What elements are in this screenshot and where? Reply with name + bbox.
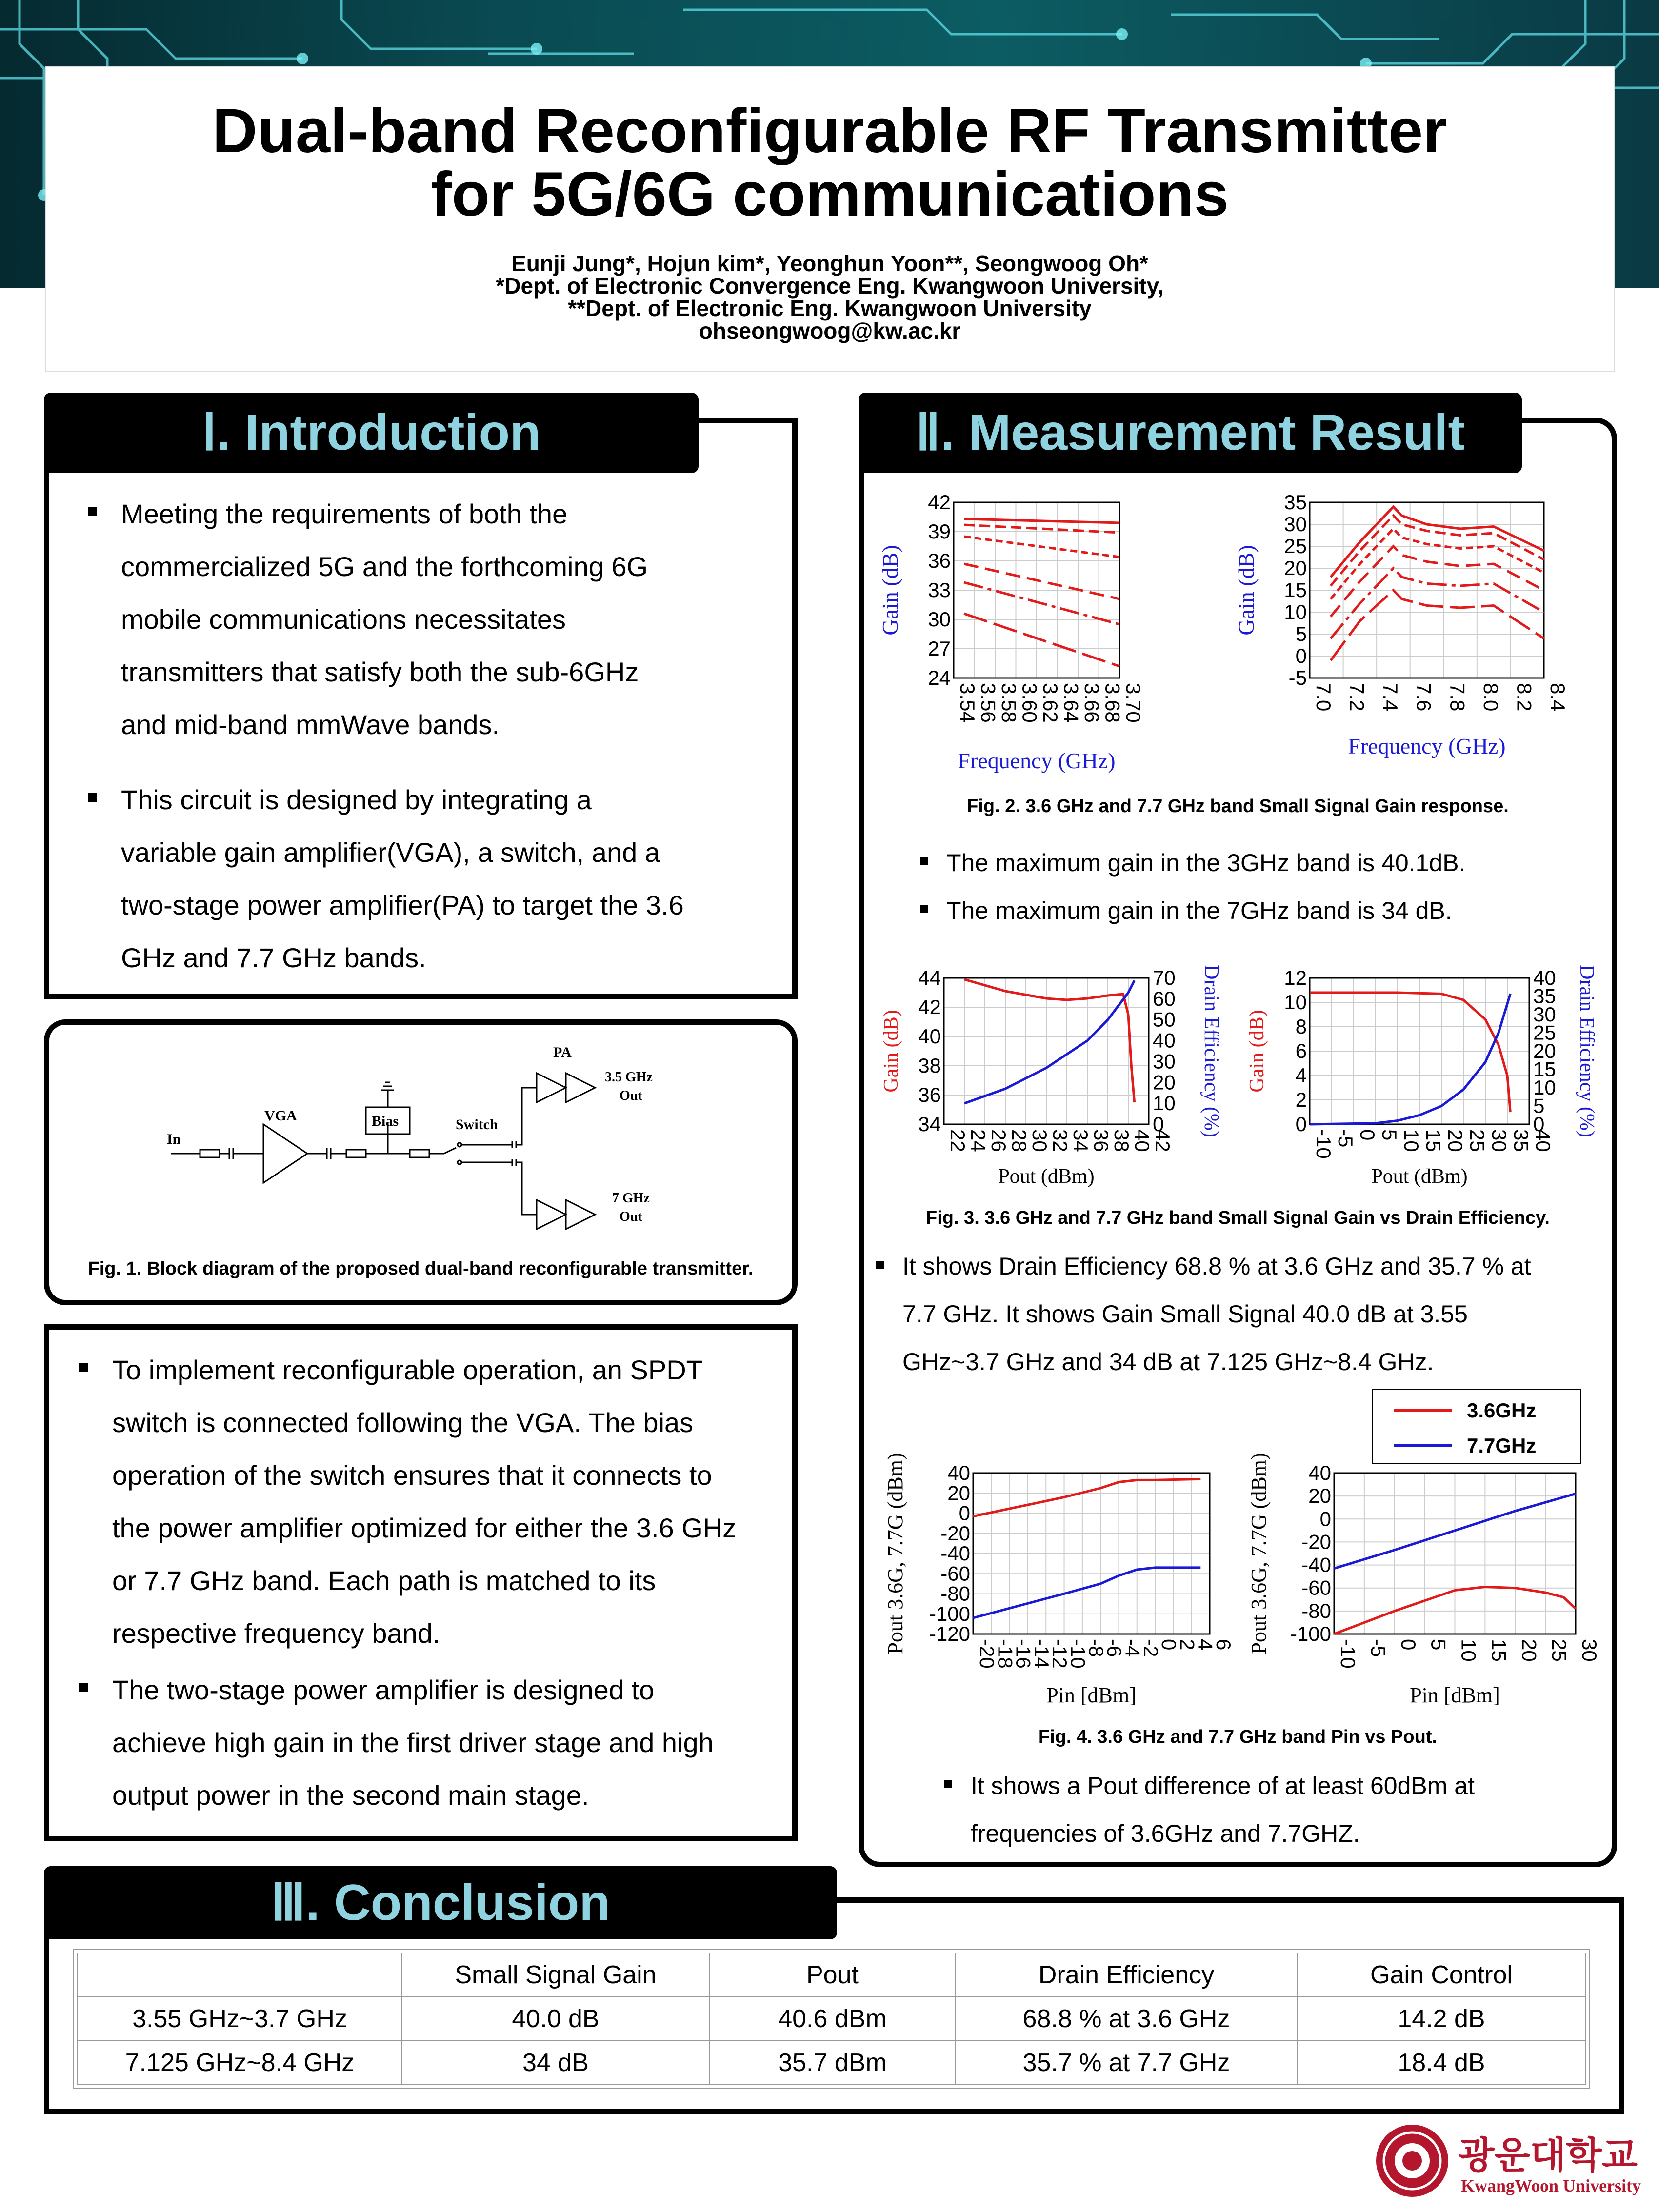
- x-tick-label: -10: [1337, 1639, 1359, 1669]
- fig4-chart-7-7ghz: [1234, 1424, 1605, 1717]
- table-cell: 14.2 dB: [1297, 1997, 1586, 2041]
- fig3-caption: Fig. 3. 3.6 GHz and 7.7 GHz band Small Signal Gain vs Drain Efficiency.: [926, 1208, 1550, 1228]
- y-tick-label: -100: [1290, 1622, 1331, 1645]
- y-tick-label: 33: [928, 578, 951, 601]
- poster-title-line2: for 5G/6G communications: [431, 159, 1229, 229]
- y-tick-label: 8: [1295, 1015, 1307, 1038]
- x-tick-label: 10: [1457, 1639, 1480, 1662]
- y-tick-label: 34: [918, 1113, 941, 1136]
- x-tick-label: 7.4: [1379, 683, 1402, 712]
- x-tick-label: -10: [1066, 1639, 1090, 1669]
- x-tick-label: 0: [1158, 1639, 1181, 1651]
- bullet-icon: [920, 857, 928, 865]
- logo-english-text: KwangWoon University: [1461, 2176, 1641, 2195]
- y-tick-label: 42: [918, 996, 941, 1018]
- y-tick-label: 44: [918, 966, 941, 989]
- x-tick-label: 22: [946, 1129, 969, 1152]
- fig3-chart-3-6ghz: [868, 951, 1222, 1195]
- x-tick-label: -2: [1139, 1639, 1162, 1657]
- conclusion-table: [77, 1953, 1586, 2085]
- label-out-7ghz: 7 GHz: [612, 1191, 650, 1206]
- label-vga: VGA: [264, 1108, 297, 1124]
- label-out-3-5ghz: 3.5 GHz: [605, 1070, 653, 1085]
- y2-tick-label: 50: [1153, 1008, 1176, 1031]
- x-tick-label: 6: [1212, 1639, 1235, 1651]
- y2-tick-label: 15: [1533, 1057, 1556, 1081]
- x-tick-label: 4: [1194, 1639, 1217, 1651]
- x-tick-label: 36: [1090, 1129, 1113, 1152]
- table-cell: 35.7 dBm: [709, 2041, 956, 2085]
- university-seal-icon: [1373, 2122, 1451, 2200]
- x-tick-label: -10: [1312, 1129, 1335, 1159]
- series-line-gain-4: [964, 564, 1119, 599]
- fig4-chart-3-6ghz: [868, 1424, 1239, 1717]
- y2-tick-label: 30: [1153, 1050, 1176, 1073]
- affiliation-2: **Dept. of Electronic Eng. Kwangwoon University: [568, 296, 1092, 321]
- x-tick-label: 5: [1378, 1129, 1401, 1141]
- x-tick-label: 3.56: [977, 683, 1000, 723]
- y-tick-label: 40: [918, 1025, 941, 1048]
- x-tick-label: 7.6: [1412, 683, 1436, 712]
- x-tick-label: 40: [1131, 1129, 1154, 1152]
- x-tick-label: 7.0: [1312, 683, 1335, 712]
- bullet-icon: [944, 1780, 952, 1788]
- x-tick-label: 34: [1069, 1129, 1092, 1152]
- block-diagram: [161, 1036, 698, 1246]
- y-tick-label: 0: [1295, 1113, 1307, 1136]
- y2-tick-label: 70: [1153, 966, 1176, 989]
- x-tick-label: 7.8: [1446, 683, 1469, 712]
- x-tick-label: 40: [1532, 1129, 1555, 1152]
- y-tick-label: 30: [1284, 513, 1307, 536]
- x-tick-label: -4: [1121, 1639, 1144, 1657]
- x-tick-label: 3.68: [1101, 683, 1124, 723]
- table-cell: 68.8 % at 3.6 GHz: [956, 1997, 1297, 2041]
- conclusion-heading: Ⅲ. Conclusion: [44, 1866, 837, 1939]
- y-axis-label: Pout 3.6G, 7.7G (dBm): [1247, 1453, 1271, 1654]
- y-tick-label: 40: [947, 1461, 970, 1484]
- table-header-cell: Drain Efficiency: [956, 1953, 1297, 1997]
- y-tick-label: 12: [1284, 966, 1307, 989]
- fig2-chart-3-6ghz: [868, 488, 1219, 780]
- bullet-icon: [79, 1363, 88, 1372]
- x-tick-label: -12: [1048, 1639, 1072, 1669]
- y-tick-label: 0: [959, 1501, 970, 1525]
- author-list: Eunji Jung*, Hojun kim*, Yeonghun Yoon**, Seongwoog Oh*: [511, 251, 1148, 276]
- y-tick-label: 27: [928, 637, 951, 660]
- x-tick-label: -8: [1084, 1639, 1108, 1657]
- fig4-caption: Fig. 4. 3.6 GHz and 7.7 GHz band Pin vs Pout.: [1038, 1727, 1438, 1747]
- y2-tick-label: 10: [1533, 1076, 1556, 1099]
- y2-tick-label: 60: [1153, 987, 1176, 1010]
- y2-tick-label: 20: [1153, 1071, 1176, 1094]
- y-axis-label: Gain (dB): [1234, 545, 1259, 636]
- x-tick-label: 3.62: [1039, 683, 1062, 723]
- table-cell: 3.55 GHz~3.7 GHz: [78, 1997, 402, 2041]
- x-tick-label: 20: [1518, 1639, 1541, 1662]
- y-tick-label: 0: [1319, 1507, 1331, 1531]
- fig2-bullet-2: The maximum gain in the 7GHz band is 34 dB.: [946, 887, 1452, 935]
- logo-korean-text: 광운대학교: [1459, 2133, 1638, 2177]
- y-tick-label: -40: [1301, 1553, 1331, 1576]
- x-tick-label: 25: [1466, 1129, 1489, 1152]
- y2-axis-label: Drain Efficiency (%): [1200, 965, 1222, 1137]
- x-tick-label: 25: [1548, 1639, 1571, 1662]
- y2-tick-label: 25: [1533, 1021, 1556, 1044]
- x-tick-label: 38: [1110, 1129, 1133, 1152]
- affiliation-1: *Dept. of Electronic Convergence Eng. Kwangwoon University,: [496, 273, 1164, 299]
- y-tick-label: 36: [918, 1083, 941, 1106]
- x-tick-label: 3.70: [1122, 683, 1145, 723]
- legend-label-3-6ghz: 3.6GHz: [1467, 1399, 1537, 1422]
- y-tick-label: -80: [1301, 1599, 1331, 1622]
- x-tick-label: 30: [1488, 1129, 1511, 1152]
- table-cell: 40.6 dBm: [709, 1997, 956, 2041]
- y-tick-label: 0: [1295, 644, 1307, 667]
- x-tick-label: -20: [976, 1639, 999, 1669]
- table-header-cell: [78, 1953, 402, 1997]
- y2-tick-label: 0: [1533, 1113, 1545, 1136]
- label-out-1: Out: [620, 1088, 642, 1103]
- x-axis-label: Pin [dBm]: [1046, 1683, 1137, 1707]
- y-tick-label: 6: [1295, 1039, 1307, 1062]
- y-tick-label: 20: [947, 1481, 970, 1505]
- y-tick-label: -20: [940, 1521, 970, 1545]
- x-tick-label: 0: [1356, 1129, 1379, 1141]
- bullet-icon: [88, 507, 97, 516]
- x-tick-label: -5: [1366, 1639, 1390, 1657]
- table-cell: 7.125 GHz~8.4 GHz: [78, 2041, 402, 2085]
- series-line-gain-1: [964, 519, 1119, 523]
- series-line-gain: [1310, 993, 1510, 1112]
- intro-bullet-1: Meeting the requirements of both the commercialized 5G and the forthcoming 6G mobile communications necessitates transmitters that satisfy both the sub-6GHz and mid-band mmWave bands.: [121, 488, 648, 751]
- series-line-gain-6: [964, 614, 1119, 666]
- y-axis-label: Gain (dB): [880, 1010, 902, 1093]
- table-header-cell: Gain Control: [1297, 1953, 1586, 1997]
- y-tick-label: 42: [928, 491, 951, 514]
- series-line-gain: [964, 979, 1135, 1102]
- y-tick-label: 36: [928, 549, 951, 572]
- y-tick-label: 25: [1284, 535, 1307, 558]
- y-tick-label: -60: [1301, 1576, 1331, 1599]
- x-tick-label: 10: [1400, 1129, 1423, 1152]
- fig2-bullet-1: The maximum gain in the 3GHz band is 40.1dB.: [946, 839, 1465, 887]
- x-tick-label: -16: [1012, 1639, 1035, 1669]
- table-row: [78, 1997, 1586, 2041]
- y-axis-label: Pout 3.6G, 7.7G (dBm): [883, 1453, 907, 1654]
- y-tick-label: -5: [1288, 666, 1307, 689]
- y2-tick-label: 40: [1533, 966, 1556, 989]
- y-tick-label: -40: [940, 1542, 970, 1565]
- y2-tick-label: 35: [1533, 984, 1556, 1008]
- table-header-cell: Small Signal Gain: [402, 1953, 709, 1997]
- fig3-bullet: It shows Drain Efficiency 68.8 % at 3.6 GHz and 35.7 % at 7.7 GHz. It shows Gain Small Signal 40.0 dB at 3.55 GHz~3.7 GHz and 34 dB at 7.125 GHz~8.4 GHz.: [902, 1242, 1531, 1386]
- x-tick-label: 0: [1397, 1639, 1420, 1651]
- series-line-gain-5: [964, 582, 1119, 624]
- x-axis-label: Frequency (GHz): [1348, 734, 1506, 758]
- legend-label-7-7ghz: 7.7GHz: [1467, 1434, 1537, 1457]
- measurement-heading: Ⅱ. Measurement Result: [859, 393, 1522, 473]
- y-tick-label: 38: [918, 1054, 941, 1077]
- x-tick-label: 8.2: [1513, 683, 1536, 712]
- x-tick-label: 2: [1176, 1639, 1199, 1651]
- y-tick-label: 40: [1308, 1461, 1331, 1484]
- fig4-bullet: It shows a Pout difference of at least 60dBm at frequencies of 3.6GHz and 7.7GHZ.: [971, 1762, 1475, 1857]
- x-tick-label: 3.66: [1080, 683, 1103, 723]
- fig2-caption: Fig. 2. 3.6 GHz and 7.7 GHz band Small Signal Gain response.: [967, 796, 1509, 817]
- y-tick-label: 15: [1284, 578, 1307, 601]
- y2-tick-label: 30: [1533, 1003, 1556, 1026]
- title-box: [45, 66, 1615, 372]
- y-tick-label: 2: [1295, 1088, 1307, 1111]
- conclusion-table-frame: [73, 1949, 1590, 2089]
- series-line-3-6ghz: [973, 1479, 1200, 1516]
- y-tick-label: 39: [928, 520, 951, 543]
- x-tick-label: 15: [1422, 1129, 1445, 1152]
- y-tick-label: -100: [929, 1602, 970, 1625]
- y-axis-label: Gain (dB): [1246, 1010, 1268, 1093]
- label-out-2: Out: [620, 1209, 642, 1224]
- contact-email[interactable]: ohseongwoog@kw.ac.kr: [699, 318, 961, 343]
- y2-axis-label: Drain Efficiency (%): [1576, 965, 1598, 1137]
- x-tick-label: -14: [1030, 1639, 1053, 1669]
- y-tick-label: 4: [1295, 1064, 1307, 1087]
- y-tick-label: -80: [940, 1582, 970, 1605]
- intro-bullet-2: This circuit is designed by integrating a variable gain amplifier(VGA), a switch, and a two-stage power amplifier(PA) to target the 3.6 GHz and 7.7 GHz bands.: [121, 774, 684, 984]
- x-tick-label: 8.4: [1546, 683, 1569, 712]
- fig3-chart-7-7ghz: [1234, 951, 1605, 1195]
- label-in: In: [167, 1131, 181, 1147]
- y-tick-label: -20: [1301, 1530, 1331, 1554]
- bullet-icon: [88, 793, 97, 802]
- x-tick-label: -5: [1334, 1129, 1357, 1148]
- x-tick-label: 28: [1008, 1129, 1031, 1152]
- table-row: [78, 2041, 1586, 2085]
- y-tick-label: 24: [928, 666, 951, 689]
- desc-bullet-2: The two-stage power amplifier is designed to achieve high gain in the first driver stage and high output power in the second main stage.: [112, 1664, 714, 1822]
- x-axis-label: Frequency (GHz): [958, 748, 1116, 773]
- y2-tick-label: 40: [1153, 1029, 1176, 1052]
- table-cell: 40.0 dB: [402, 1997, 709, 2041]
- y2-tick-label: 20: [1533, 1039, 1556, 1062]
- y2-tick-label: 0: [1153, 1113, 1164, 1136]
- table-cell: 34 dB: [402, 2041, 709, 2085]
- y-tick-label: 20: [1308, 1484, 1331, 1508]
- x-tick-label: 3.54: [956, 683, 979, 723]
- y-tick-label: 20: [1284, 557, 1307, 579]
- fig2-chart-7-7ghz: [1224, 488, 1595, 780]
- label-bias: Bias: [372, 1113, 399, 1129]
- x-axis-label: Pout (dBm): [1371, 1165, 1468, 1188]
- x-tick-label: 32: [1049, 1129, 1072, 1152]
- x-tick-label: 15: [1487, 1639, 1511, 1662]
- x-tick-label: 20: [1444, 1129, 1467, 1152]
- y-axis-label: Gain (dB): [878, 545, 902, 636]
- x-tick-label: 35: [1510, 1129, 1533, 1152]
- y-tick-label: 35: [1284, 491, 1307, 514]
- table-cell: 35.7 % at 7.7 GHz: [956, 2041, 1297, 2085]
- x-tick-label: 3.58: [998, 683, 1020, 723]
- y-tick-label: -120: [929, 1622, 970, 1645]
- y-tick-label: 30: [928, 608, 951, 631]
- x-tick-label: -6: [1103, 1639, 1126, 1657]
- x-axis-label: Pout (dBm): [998, 1165, 1095, 1188]
- x-tick-label: 30: [1028, 1129, 1051, 1152]
- y-tick-label: -60: [940, 1562, 970, 1585]
- legend-line-red: [1394, 1409, 1452, 1412]
- x-tick-label: 3.60: [1018, 683, 1041, 723]
- x-tick-label: -18: [994, 1639, 1017, 1669]
- label-pa: PA: [553, 1044, 572, 1060]
- y2-tick-label: 5: [1533, 1094, 1545, 1117]
- fig1-caption: Fig. 1. Block diagram of the proposed dual-band reconfigurable transmitter.: [88, 1258, 754, 1279]
- x-tick-label: 5: [1427, 1639, 1450, 1651]
- desc-bullet-1: To implement reconfigurable operation, an SPDT switch is connected following the VGA. The bias operation of the switch ensures that it connects to the power amplifier optimized for either the 3.6 GHz or 7.7 GHz band. Each path is matched to its respective frequency band.: [112, 1344, 736, 1660]
- bullet-icon: [920, 905, 928, 913]
- x-axis-label: Pin [dBm]: [1410, 1683, 1500, 1707]
- y-tick-label: 10: [1284, 991, 1307, 1014]
- x-tick-label: 24: [967, 1129, 990, 1152]
- x-tick-label: 8.0: [1479, 683, 1502, 712]
- introduction-heading: Ⅰ. Introduction: [44, 393, 699, 473]
- table-cell: 18.4 dB: [1297, 2041, 1586, 2085]
- table-header-row: [78, 1953, 1586, 1997]
- bullet-icon: [79, 1683, 88, 1692]
- poster-title-line1: Dual-band Reconfigurable RF Transmitter: [212, 96, 1447, 166]
- series-line-7-7ghz: [973, 1568, 1200, 1618]
- y-tick-label: 5: [1295, 622, 1307, 645]
- x-tick-label: 3.64: [1059, 683, 1083, 723]
- label-switch: Switch: [456, 1116, 498, 1133]
- x-tick-label: 7.2: [1345, 683, 1369, 712]
- y-tick-label: 10: [1284, 600, 1307, 623]
- x-tick-label: 42: [1151, 1129, 1174, 1152]
- table-header-cell: Pout: [709, 1953, 956, 1997]
- series-line-gain-3: [964, 537, 1119, 557]
- x-tick-label: 26: [987, 1129, 1010, 1152]
- y2-tick-label: 10: [1153, 1092, 1176, 1115]
- x-tick-label: 30: [1578, 1639, 1601, 1662]
- bullet-icon: [876, 1261, 884, 1269]
